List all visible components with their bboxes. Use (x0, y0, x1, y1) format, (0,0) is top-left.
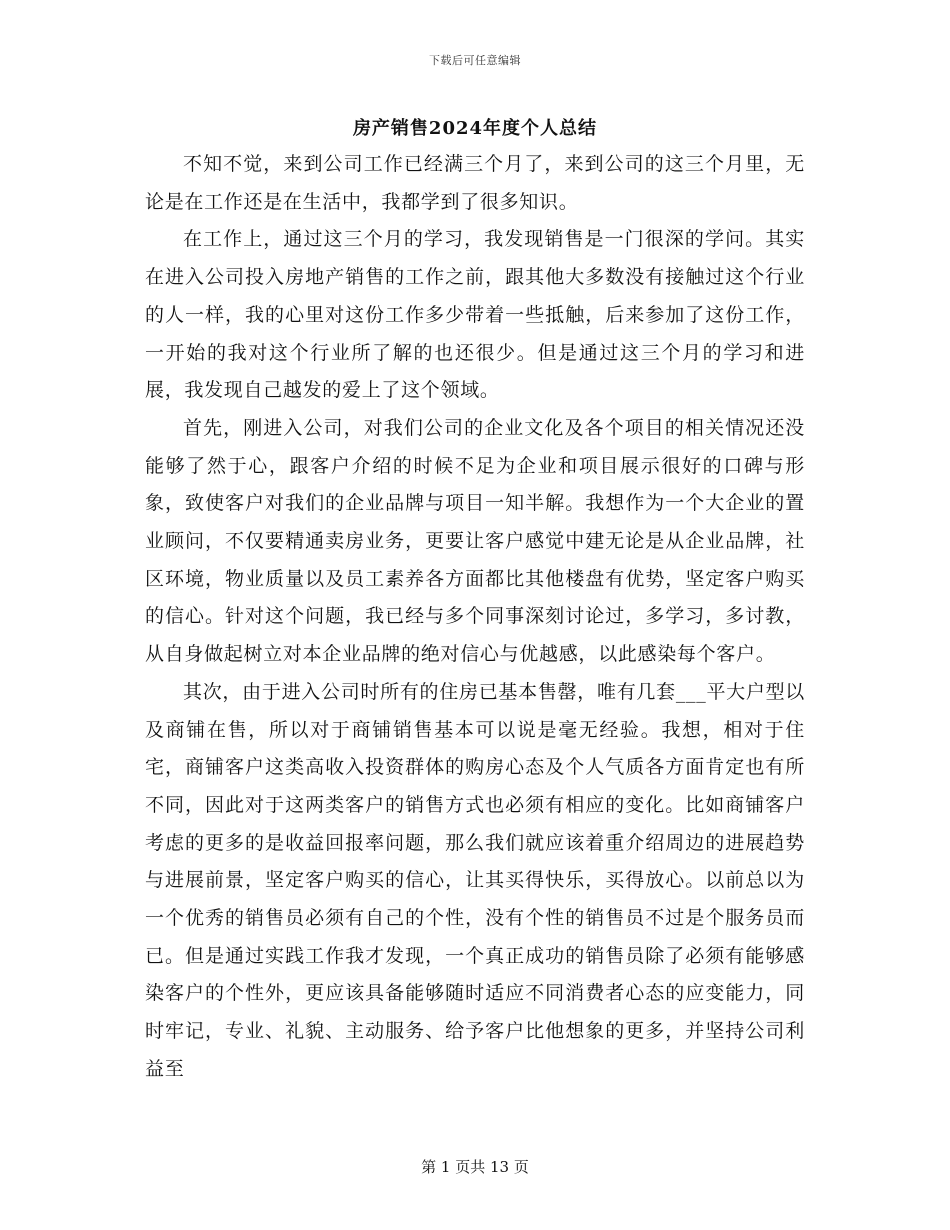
paragraph: 首先，刚进入公司，对我们公司的企业文化及各个项目的相关情况还没能够了然于心，跟客户介绍的时候不足为企业和项目展示很好的口碑与形象，致使客户对我们的企业品牌与项目一知半解。我想作为一个大企业的置业顾问，不仅要精通卖房业务，更要让客户感觉中建无论是从企业品牌，社区环境，物业质量以及员工素养各方面都比其他楼盘有优势，坚定客户购买的信心。针对这个问题，我已经与多个同事深刻讨论过，多学习，多讨教，从自身做起树立对本企业品牌的绝对信心与优越感，以此感染每个客户。 (145, 416, 805, 666)
paragraph: 不知不觉，来到公司工作已经满三个月了，来到公司的这三个月里，无论是在工作还是在生活中，我都学到了很多知识。 (145, 153, 805, 213)
document-title: 房产销售2024年度个人总结 (352, 118, 598, 139)
document-body (145, 146, 805, 1089)
paragraph: 其次，由于进入公司时所有的住房已基本售罄，唯有几套___平大户型以及商铺在售，所以对于商铺销售基本可以说是毫无经验。我想，相对于住宅，商铺客户这类高收入投资群体的购房心态及个人气质各方面肯定也有所不同，因此对于这两类客户的销售方式也必须有相应的变化。比如商铺客户考虑的更多的是收益回报率问题，那么我们就应该着重介绍周边的进展趋势与进展前景，坚定客户购买的信心，让其买得快乐，买得放心。以前总以为一个优秀的销售员必须有自己的个性，没有个性的销售员不过是个服务员而已。但是通过实践工作我才发现，一个真正成功的销售员除了必须有能够感染客户的个性外，更应该具备能够随时适应不同消费者心态的应变能力，同时牢记，专业、礼貌、主动服务、给予客户比他想象的更多，并坚持公司利益至 (145, 680, 805, 1080)
header-note: 下载后可任意编辑 (429, 54, 521, 67)
paragraph: 在工作上，通过这三个月的学习，我发现销售是一门很深的学问。其实在进入公司投入房地产销售的工作之前，跟其他大多数没有接触过这个行业的人一样，我的心里对这份工作多少带着一些抵触，后来参加了这份工作，一开始的我对这个行业所了解的也还很少。但是通过这三个月的学习和进展，我发现自己越发的爱上了这个领域。 (145, 228, 805, 402)
page-footer: 第 1 页共 13 页 (421, 1158, 529, 1176)
